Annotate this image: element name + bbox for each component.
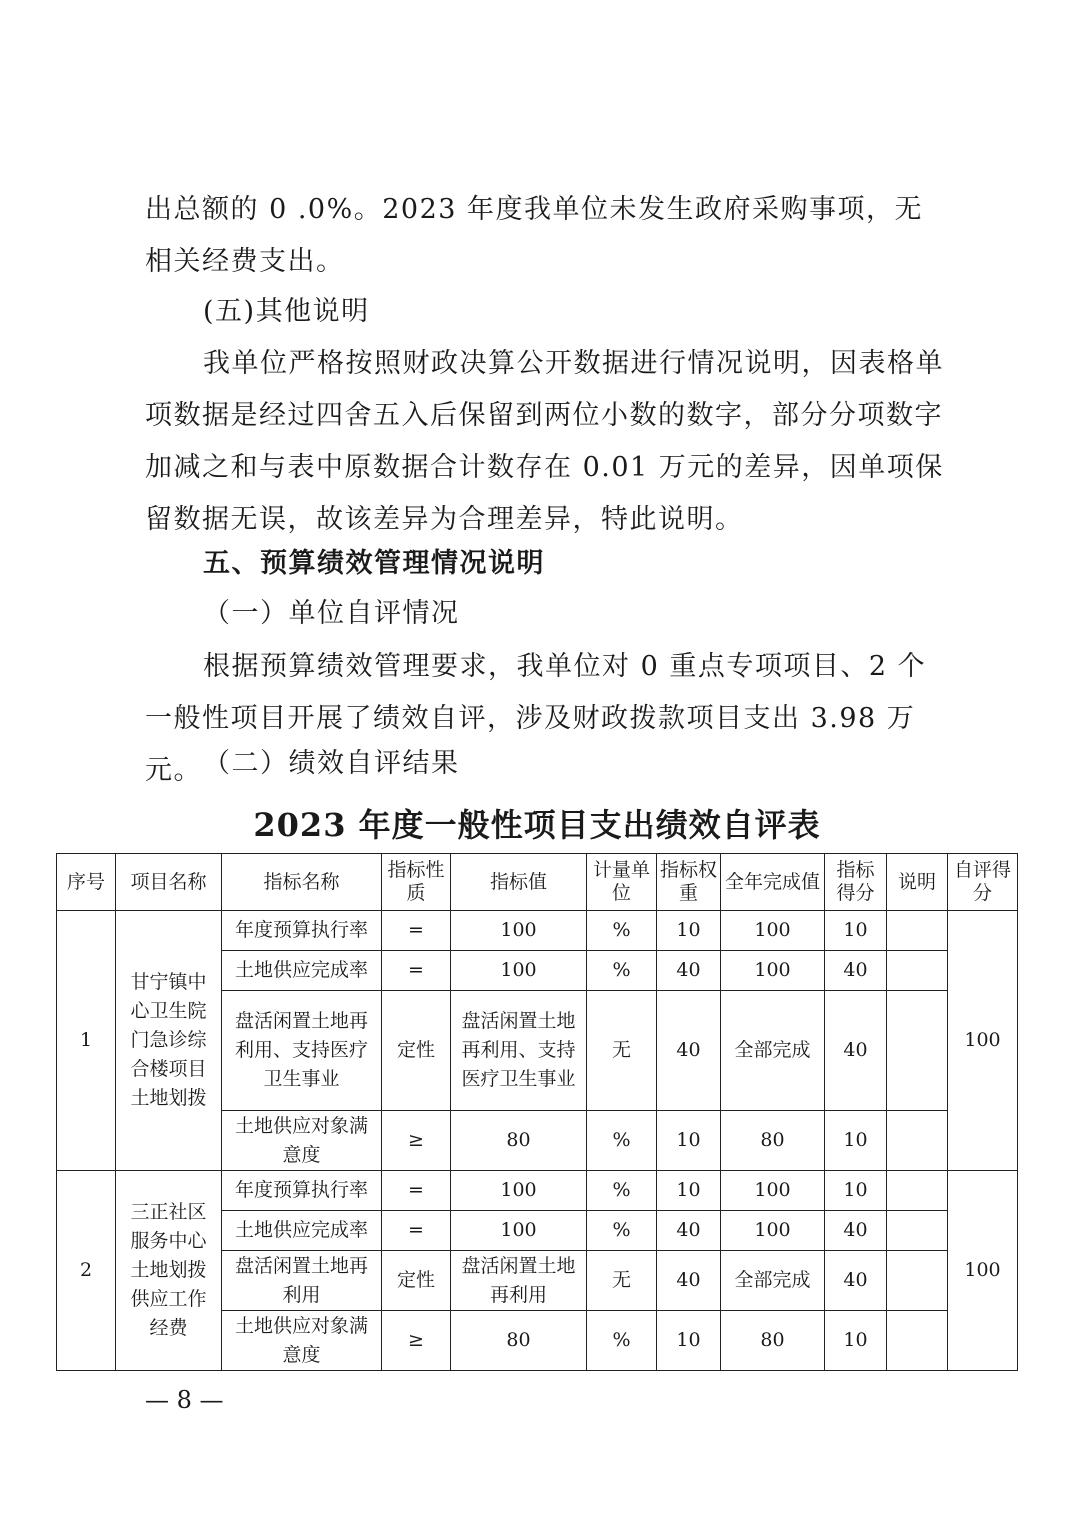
- paragraph-other-notes: 我单位严格按照财政决算公开数据进行情况说明，因表格单项数据是经过四舍五入后保留到两位小数的数字，部分分项数字加减之和与表中原数据合计数存在 0.01 万元的差异，因单项保留数据无误，故该差异为合理差异，特此说明。: [145, 348, 944, 535]
- column-header: 指标名称: [222, 854, 382, 911]
- indicator-value: 80: [451, 1311, 587, 1371]
- measure-unit: 无: [587, 991, 657, 1111]
- column-header: 序号: [57, 854, 116, 911]
- heading-other-notes: (五)其他说明: [203, 296, 370, 327]
- indicator-weight: 40: [657, 1211, 721, 1251]
- indicator-weight: 40: [657, 1251, 721, 1311]
- table-row: [57, 911, 1018, 951]
- indicator-points: 40: [825, 1211, 887, 1251]
- note: [887, 1311, 948, 1371]
- actual-value: 100: [721, 911, 825, 951]
- indicator-nature: ≥: [382, 1311, 451, 1371]
- indicator-name: 土地供应对象满意度: [222, 1111, 382, 1171]
- note: [887, 1251, 948, 1311]
- indicator-name: 年度预算执行率: [222, 1171, 382, 1211]
- heading-self-evaluation: （一）单位自评情况: [203, 598, 460, 629]
- paragraph-self-evaluation: 根据预算绩效管理要求，我单位对 0 重点专项项目、2 个一般性项目开展了绩效自评，涉及财政拨款项目支出 3.98 万元。: [145, 651, 927, 786]
- indicator-nature: =: [382, 1171, 451, 1211]
- note: [887, 951, 948, 991]
- measure-unit: %: [587, 1311, 657, 1371]
- indicator-name: 土地供应完成率: [222, 1211, 382, 1251]
- column-header: 全年完成值: [721, 854, 825, 911]
- indicator-points: 10: [825, 1311, 887, 1371]
- column-header: 说明: [887, 854, 948, 911]
- indicator-points: 40: [825, 951, 887, 991]
- indicator-points: 10: [825, 1111, 887, 1171]
- indicator-points: 10: [825, 1171, 887, 1211]
- indicator-points: 40: [825, 991, 887, 1111]
- indicator-value: 盘活闲置土地再利用、支持医疗卫生事业: [451, 991, 587, 1111]
- indicator-name: 土地供应完成率: [222, 951, 382, 991]
- indicator-weight: 10: [657, 1111, 721, 1171]
- column-header: 自评得分: [948, 854, 1018, 911]
- indicator-weight: 10: [657, 1311, 721, 1371]
- indicator-value: 100: [451, 911, 587, 951]
- note: [887, 1171, 948, 1211]
- indicator-name: 土地供应对象满意度: [222, 1311, 382, 1371]
- measure-unit: 无: [587, 1251, 657, 1311]
- actual-value: 100: [721, 951, 825, 991]
- column-header: 指标得分: [825, 854, 887, 911]
- heading-evaluation-results: （二）绩效自评结果: [203, 748, 460, 779]
- indicator-name: 盘活闲置土地再利用: [222, 1251, 382, 1311]
- note: [887, 991, 948, 1111]
- measure-unit: %: [587, 1111, 657, 1171]
- indicator-value: 盘活闲置土地再利用: [451, 1251, 587, 1311]
- heading-section-5: 五、预算绩效管理情况说明: [203, 548, 545, 579]
- project-number: 2: [57, 1171, 116, 1371]
- column-header: 项目名称: [116, 854, 222, 911]
- table-header-row: [57, 854, 1018, 911]
- indicator-name: 盘活闲置土地再利用、支持医疗卫生事业: [222, 991, 382, 1111]
- column-header: 计量单位: [587, 854, 657, 911]
- indicator-weight: 10: [657, 1171, 721, 1211]
- indicator-nature: 定性: [382, 991, 451, 1111]
- indicator-points: 10: [825, 911, 887, 951]
- actual-value: 100: [721, 1171, 825, 1211]
- indicator-value: 80: [451, 1111, 587, 1171]
- measure-unit: %: [587, 911, 657, 951]
- page-number: — 8 —: [145, 1386, 224, 1414]
- indicator-nature: 定性: [382, 1251, 451, 1311]
- indicator-value: 100: [451, 1171, 587, 1211]
- project-name: 三正社区服务中心土地划拨供应工作经费: [116, 1171, 222, 1371]
- indicator-weight: 10: [657, 911, 721, 951]
- indicator-nature: =: [382, 951, 451, 991]
- column-header: 指标性质: [382, 854, 451, 911]
- self-evaluation-score: 100: [948, 911, 1018, 1171]
- indicator-value: 100: [451, 1211, 587, 1251]
- performance-table: [56, 853, 1018, 1371]
- indicator-nature: =: [382, 1211, 451, 1251]
- note: [887, 1211, 948, 1251]
- self-evaluation-score: 100: [948, 1171, 1018, 1371]
- actual-value: 80: [721, 1111, 825, 1171]
- measure-unit: %: [587, 1171, 657, 1211]
- indicator-weight: 40: [657, 951, 721, 991]
- project-name: 甘宁镇中心卫生院门急诊综合楼项目土地划拨: [116, 911, 222, 1171]
- indicator-name: 年度预算执行率: [222, 911, 382, 951]
- indicator-value: 100: [451, 951, 587, 991]
- note: [887, 911, 948, 951]
- column-header: 指标值: [451, 854, 587, 911]
- indicator-points: 40: [825, 1251, 887, 1311]
- table-row: [57, 1171, 1018, 1211]
- indicator-nature: =: [382, 911, 451, 951]
- actual-value: 80: [721, 1311, 825, 1371]
- paragraph-procurement: 出总额的 0 .0%。2023 年度我单位未发生政府采购事项，无相关经费支出。: [145, 194, 924, 277]
- measure-unit: %: [587, 1211, 657, 1251]
- column-header: 指标权重: [657, 854, 721, 911]
- actual-value: 全部完成: [721, 1251, 825, 1311]
- actual-value: 100: [721, 1211, 825, 1251]
- measure-unit: %: [587, 951, 657, 991]
- indicator-nature: ≥: [382, 1111, 451, 1171]
- note: [887, 1111, 948, 1171]
- indicator-weight: 40: [657, 991, 721, 1111]
- actual-value: 全部完成: [721, 991, 825, 1111]
- table-title: 2023 年度一般性项目支出绩效自评表: [253, 806, 821, 844]
- project-number: 1: [57, 911, 116, 1171]
